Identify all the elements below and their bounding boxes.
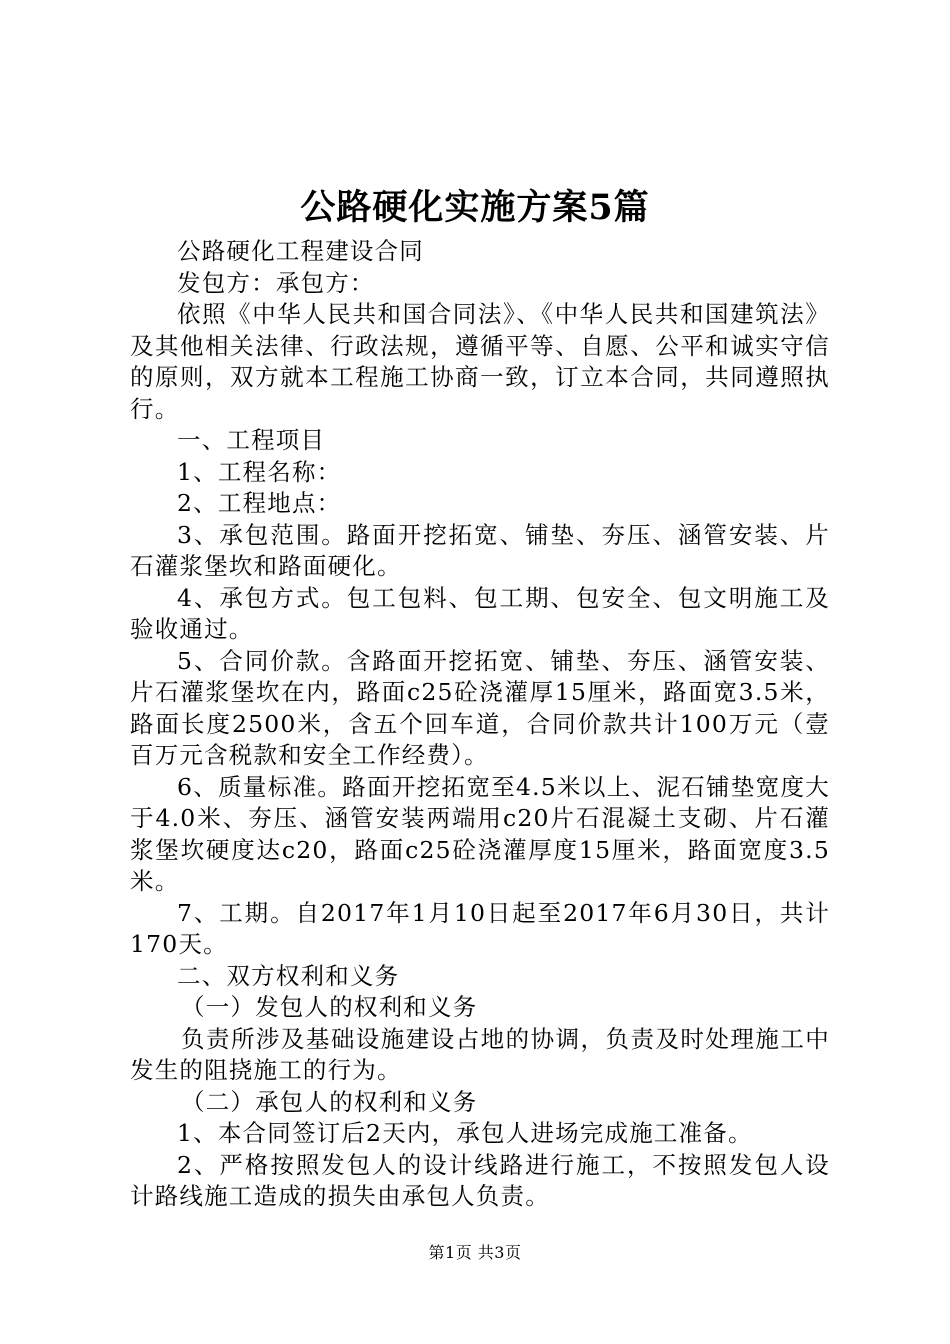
paragraph-project-name: 1、工程名称：: [177, 457, 342, 486]
paragraph-parties: 发包方：承包方：: [177, 268, 375, 297]
document-body: [130, 236, 830, 1213]
paragraph-preamble: 依照《中华人民共和国合同法》、《中华人民共和国建筑法》及其他相关法律、行政法规，遵循平等、自愿、公平和诚实守信的原则，双方就本工程施工协商一致，订立本合同，共同遵照执行。: [130, 300, 830, 423]
paragraph-contractor-heading: （二）承包人的权利和义务: [181, 1087, 478, 1116]
paragraph-contractor-duty-1: 1、本合同签订后2天内，承包人进场完成施工准备。: [177, 1119, 753, 1147]
paragraph-employer-duty: 负责所涉及基础设施建设占地的协调，负责及时处理施工中发生的阻挠施工的行为。: [130, 1024, 830, 1084]
paragraph-contractor-duty-2: 2、严格按照发包人的设计线路进行施工，不按照发包人设计路线施工造成的损失由承包人负责。: [130, 1150, 830, 1210]
page-footer: 第1页 共3页: [428, 1243, 522, 1262]
paragraph-schedule: 7、工期。自2017年1月10日起至2017年6月30日，共计170天。: [130, 898, 830, 958]
paragraph-contract-title: 公路硬化工程建设合同: [177, 237, 424, 265]
paragraph-employer-heading: （一）发包人的权利和义务: [181, 993, 478, 1021]
paragraph-project-location: 2、工程地点：: [177, 489, 342, 517]
document-title: 公路硬化实施方案5篇: [300, 187, 650, 228]
paragraph-section-1: 一、工程项目: [177, 426, 326, 454]
paragraph-price: 5、合同价款。含路面开挖拓宽、铺垫、夯压、涵管安装、片石灌浆堡坎在内，路面c25砼浇灌厚15厘米，路面宽3.5米，路面长度2500米，含五个回车道，合同价款共计100万元（壹百万元含税款和安全工作经费）。: [130, 646, 830, 769]
paragraph-contract-mode: 4、承包方式。包工包料、包工期、包安全、包文明施工及验收通过。: [130, 583, 830, 643]
paragraph-quality: 6、质量标准。路面开挖拓宽至4.5米以上、泥石铺垫宽度大于4.0米、夯压、涵管安装两端用c20片石混凝土支砌、片石灌浆堡坎硬度达c20，路面c25砼浇灌厚度15厘米，路面宽度3.5米。: [130, 772, 830, 895]
paragraph-section-2: 二、双方权利和义务: [177, 961, 400, 990]
paragraph-scope: 3、承包范围。路面开挖拓宽、铺垫、夯压、涵管安装、片石灌浆堡坎和路面硬化。: [130, 520, 830, 580]
